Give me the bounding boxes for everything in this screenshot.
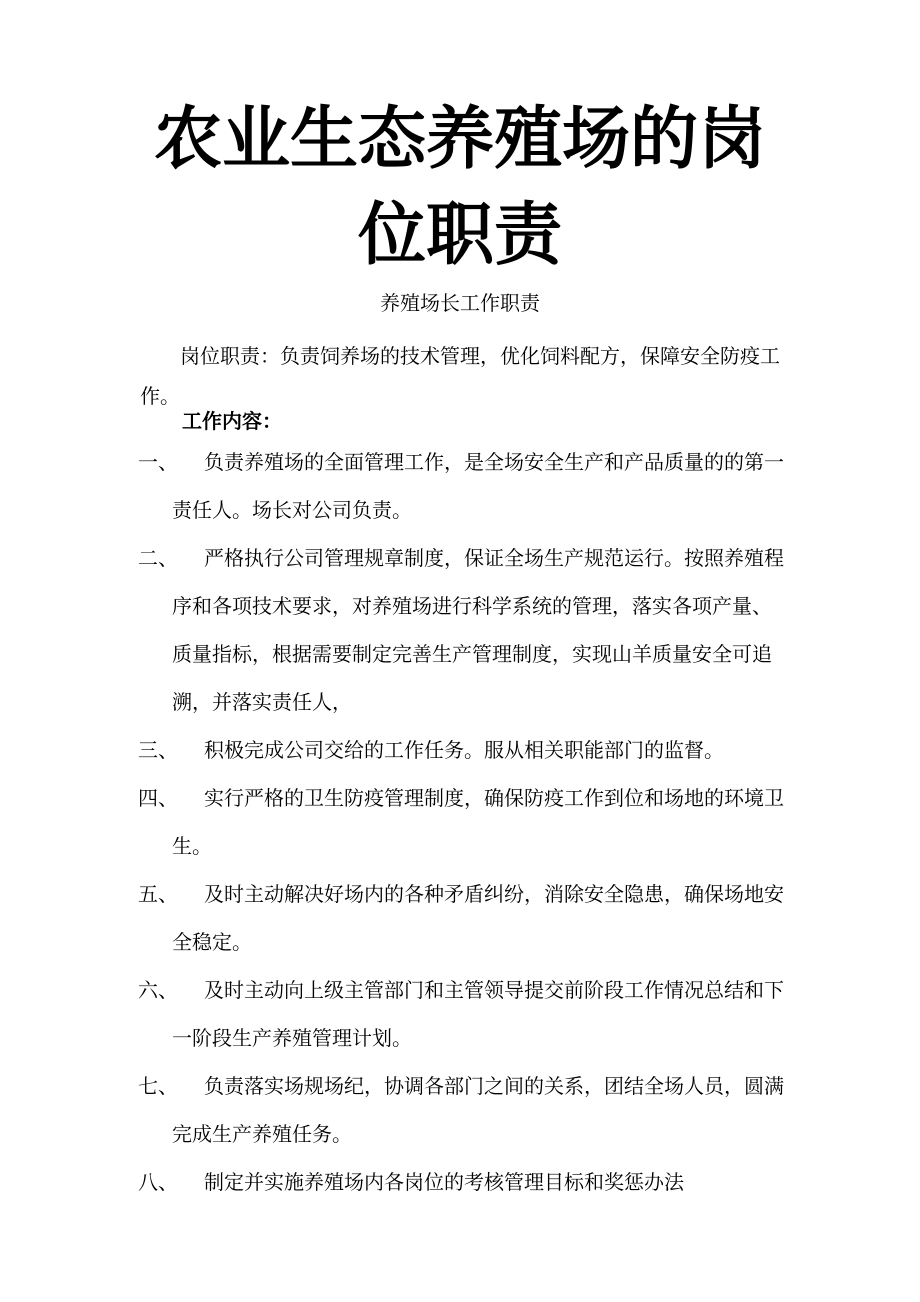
list-item-text: 及时主动解决好场内的各种矛盾纠纷，消除安全隐患，确保场地安全稳定。 [172, 882, 784, 954]
list-item-body [172, 1062, 786, 1158]
job-duty-paragraph [140, 336, 800, 416]
list-item-text: 及时主动向上级主管部门和主管领导提交前阶段工作情况总结和下一阶段生产养殖管理计划。 [172, 978, 784, 1050]
list-item-number: 六、 [138, 978, 178, 1002]
list-item-body [172, 774, 786, 870]
job-duty-text: 岗位职责：负责饲养场的技术管理，优化饲料配方，保障安全防疫工作。 [140, 344, 780, 408]
list-item-text: 负责落实场规场纪，协调各部门之间的关系，团结全场人员，圆满完成生产养殖任务。 [172, 1074, 784, 1146]
list-item-text: 积极完成公司交给的工作任务。服从相关职能部门的监督。 [204, 738, 724, 762]
list-item-number: 八、 [138, 1170, 178, 1194]
list-item-body [172, 1158, 786, 1206]
list-item-body [172, 966, 786, 1062]
list-item-body [172, 870, 786, 966]
list-item-number: 一、 [138, 450, 178, 474]
work-content-heading: 工作内容： [182, 409, 282, 433]
list-item-body [172, 438, 786, 534]
list-item-number: 二、 [138, 546, 178, 570]
list-item-number: 七、 [138, 1074, 178, 1098]
document-title-line-1: 农业生态养殖场的岗 [153, 100, 766, 179]
list-item-body [172, 726, 786, 774]
list-item-text: 实行严格的卫生防疫管理制度，确保防疫工作到位和场地的环境卫生。 [172, 786, 784, 858]
list-item-number: 五、 [138, 882, 178, 906]
list-item-number: 三、 [138, 738, 178, 762]
document-title-line-2: 位职责 [357, 196, 562, 275]
list-item-body [172, 534, 786, 726]
document-subtitle: 养殖场长工作职责 [380, 291, 540, 315]
list-item-text: 制定并实施养殖场内各岗位的考核管理目标和奖惩办法 [204, 1170, 684, 1194]
list-item-text: 负责养殖场的全面管理工作，是全场安全生产和产品质量的的第一责任人。场长对公司负责。 [172, 450, 784, 522]
list-item-number: 四、 [138, 786, 178, 810]
list-item-text: 严格执行公司管理规章制度，保证全场生产规范运行。按照养殖程序和各项技术要求，对养殖场进行科学系统的管理，落实各项产量、质量指标，根据需要制定完善生产管理制度，实现山羊质量安全可追溯，并落实责任人， [172, 546, 784, 714]
